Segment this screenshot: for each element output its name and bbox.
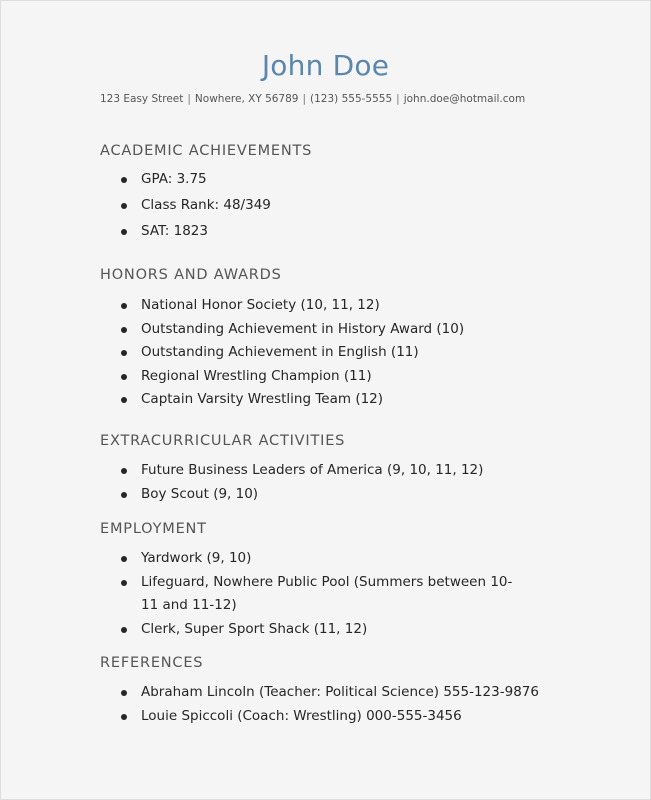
contact-separator: | [396, 93, 400, 105]
section-title-employment: EMPLOYMENT [100, 521, 207, 537]
bullet-icon [121, 627, 127, 633]
contact-separator: | [302, 93, 307, 105]
contact-city: Nowhere, XY 56789 [194, 93, 299, 105]
bullet-icon [121, 327, 127, 333]
contact-email: john.doe@hotmail.com [403, 93, 526, 105]
employment-list [121, 547, 541, 641]
list-item: Outstanding Achievement in English (11) [121, 341, 541, 365]
bullet-icon [121, 714, 127, 720]
section-title-references: REFERENCES [100, 655, 204, 671]
list-item: Captain Varsity Wrestling Team (12) [121, 388, 541, 412]
list-item: Boy Scout (9, 10) [121, 483, 541, 507]
bullet-icon [121, 303, 127, 309]
bullet-icon [121, 229, 127, 235]
bullet-icon [121, 580, 127, 586]
bullet-icon [121, 374, 127, 380]
list-item: Regional Wrestling Champion (11) [121, 365, 541, 389]
list-item: Clerk, Super Sport Shack (11, 12) [121, 618, 541, 642]
resume-name: John Doe [261, 49, 390, 82]
bullet-icon [121, 690, 127, 696]
bullet-icon [121, 397, 127, 403]
list-item: National Honor Society (10, 11, 12) [121, 294, 541, 318]
bullet-icon [121, 177, 127, 183]
list-item: Lifeguard, Nowhere Public Pool (Summers between 10-11 and 11-12) [121, 571, 526, 618]
bullet-icon [121, 556, 127, 562]
list-item: Future Business Leaders of America (9, 10, 11, 12) [121, 459, 541, 483]
list-item: SAT: 1823 [121, 220, 541, 244]
bullet-icon [121, 203, 127, 209]
list-item: Abraham Lincoln (Teacher: Political Science) 555-123-9876 [121, 681, 541, 705]
contact-street: 123 Easy Street [100, 93, 184, 105]
honors-list [121, 294, 541, 412]
list-item: Outstanding Achievement in History Award (10) [121, 318, 541, 342]
contact-line [100, 93, 525, 105]
bullet-icon [121, 468, 127, 474]
contact-phone: (123) 555-5555 [310, 93, 393, 105]
list-item: Class Rank: 48/349 [121, 194, 541, 218]
section-title-academic: ACADEMIC ACHIEVEMENTS [100, 143, 313, 159]
list-item: Louie Spiccoli (Coach: Wrestling) 000-555-3456 [121, 705, 541, 729]
references-list [121, 681, 541, 728]
bullet-icon [121, 350, 127, 356]
list-item: Yardwork (9, 10) [121, 547, 541, 571]
section-title-extracurricular: EXTRACURRICULAR ACTIVITIES [100, 433, 346, 449]
bullet-icon [121, 492, 127, 498]
academic-list [121, 168, 541, 244]
contact-separator: | [187, 93, 191, 105]
section-title-honors: HONORS AND AWARDS [100, 267, 282, 283]
list-item: GPA: 3.75 [121, 168, 541, 192]
extracurricular-list [121, 459, 541, 506]
